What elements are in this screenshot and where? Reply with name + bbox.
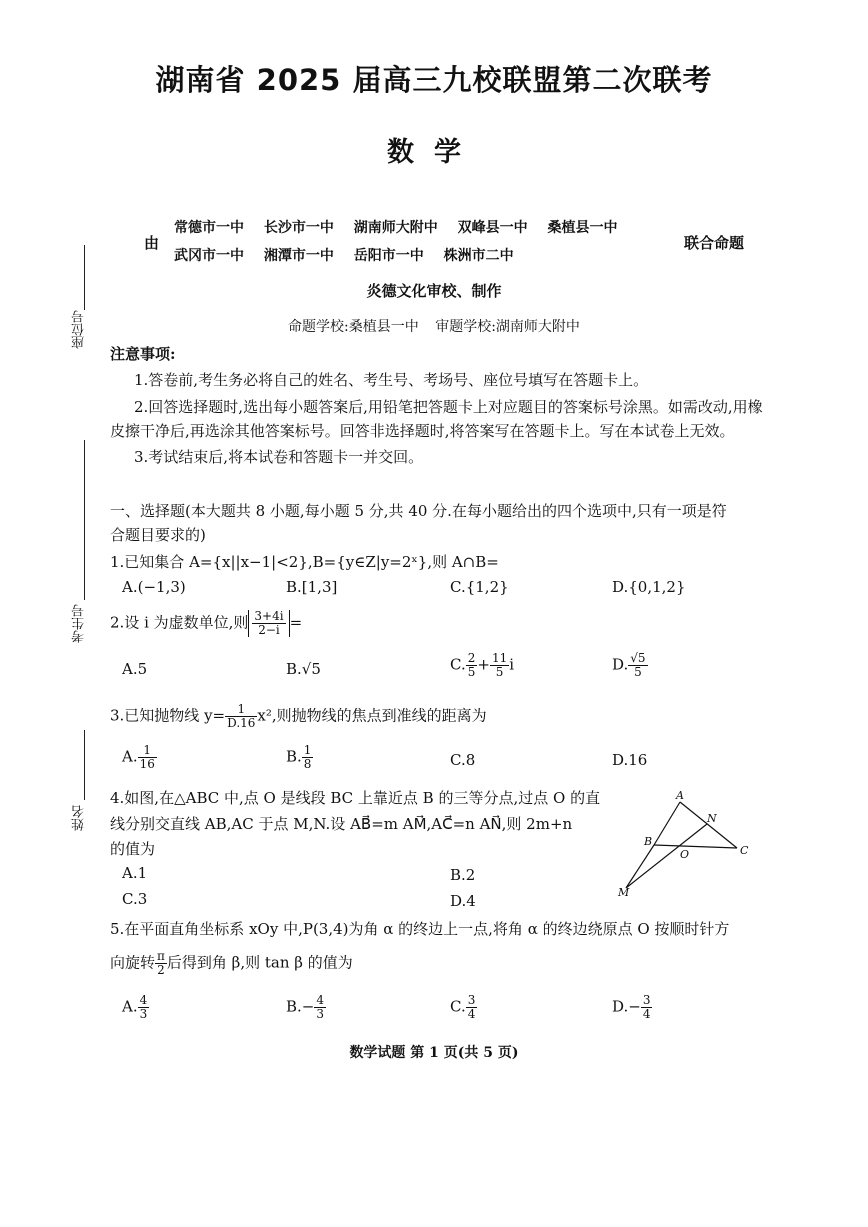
segment-bc: [654, 845, 737, 848]
school: 湘潭市一中: [263, 248, 334, 264]
q2-abs: [248, 610, 289, 637]
maker-label: 炎德文化审校、制作: [366, 282, 502, 300]
frac-den: 5: [495, 665, 504, 679]
notice-item-2: 2.回答选择题时,选出每小题答案后,用铅笔把答题卡上对应题目的答案标号涂黑。如需改动,用橡: [134, 398, 763, 416]
segment-ac: [680, 802, 737, 848]
q2-option-b: B.√5: [286, 660, 321, 678]
plus-sign: +: [477, 655, 490, 674]
school: 桑植县一中: [547, 220, 618, 236]
exam-no-label: 考生号: [72, 604, 87, 643]
reviewer-school: 审题学校:湖南师大附中: [435, 319, 580, 335]
school: 双峰县一中: [457, 220, 528, 236]
q3-option-d: D.16: [612, 751, 648, 769]
q4-option-c: C.3: [122, 890, 148, 908]
exam-title: 湖南省 2025 届高三九校联盟第二次联考: [155, 63, 713, 97]
q5-option-a: [122, 994, 149, 1021]
q3-a-label: A.: [122, 747, 138, 766]
name-label: 姓名: [72, 805, 87, 831]
school: 岳阳市一中: [353, 248, 424, 264]
q3-stem-text: 3.已知抛物线 y=: [110, 706, 226, 725]
binding-line: [84, 245, 85, 310]
frac-den: 4: [467, 1007, 476, 1021]
q5-option-c: [450, 994, 477, 1021]
joint-label: 联合命题: [684, 234, 745, 252]
q3-option-c: C.8: [450, 751, 476, 769]
q3-b-label: B.: [286, 747, 302, 766]
q2-denominator: 2−i: [258, 623, 280, 637]
label-a: A: [676, 790, 684, 802]
label-m: M: [618, 886, 630, 899]
frac-num: √5: [630, 651, 646, 665]
label-c: C: [740, 844, 749, 857]
q3-stem: [110, 703, 487, 730]
proposer-line: [0, 316, 868, 336]
frac-den: 3: [139, 1007, 148, 1021]
frac-num: 2: [467, 651, 476, 665]
schools-row-1: [174, 217, 633, 237]
q2-numerator: 3+4i: [254, 609, 284, 623]
q1-option-b: B.[1,3]: [286, 578, 338, 596]
q3-stem-text-2: x²,则抛物线的焦点到准线的距离为: [257, 706, 487, 725]
q2-c-label: C.: [450, 655, 466, 674]
frac-num: 1: [225, 703, 257, 717]
q4-stem-end: 的值为: [110, 840, 156, 858]
q2-equals: =: [289, 613, 303, 632]
q5-stem-cont: [110, 950, 353, 977]
by-label: 由: [144, 234, 160, 252]
frac-den: 3: [316, 1007, 324, 1021]
section-heading: 一、选择题(本大题共 8 小题,每小题 5 分,共 40 分.在每小题给出的四个选项中,只有一项是符: [110, 502, 727, 520]
subject-title: 数学: [387, 137, 481, 168]
school: 常德市一中: [174, 220, 244, 236]
q3-option-a: [122, 744, 157, 771]
q1-option-d: D.{0,1,2}: [612, 578, 686, 596]
school: 长沙市一中: [263, 220, 334, 236]
notice-item-2-cont: 皮擦干净后,再选涂其他答案标号。回答非选择题时,将答案写在答题卡上。写在本试卷上无效。: [110, 422, 735, 440]
frac-num: 3: [467, 993, 476, 1007]
frac-den: 16: [139, 757, 155, 771]
binding-line: [84, 440, 85, 600]
section-heading-cont: 合题目要求的): [110, 526, 206, 544]
q2-stem: [110, 610, 302, 637]
notice-item-1: 1.答卷前,考生务必将自己的姓名、考生号、考场号、座位号填写在答题卡上。: [134, 371, 649, 389]
binding-line: [84, 730, 85, 800]
schools-row-2: [174, 245, 529, 265]
frac-num: 4: [139, 993, 148, 1007]
frac-num: π: [157, 949, 165, 963]
q4-option-b: B.2: [450, 866, 476, 884]
label-o: O: [680, 848, 690, 861]
extension-ab: [626, 845, 654, 888]
school: 湖南师大附中: [353, 220, 438, 236]
frac-num: 3: [642, 993, 651, 1007]
q1-stem: 1.已知集合 A={x||x−1|<2},B={y∈Z|y=2ˣ},则 A∩B=: [110, 553, 499, 571]
notice-title: 注意事项:: [110, 345, 176, 363]
label-b: B: [644, 835, 653, 848]
frac-den: 4: [642, 1007, 651, 1021]
label-n: N: [707, 812, 717, 825]
segment-ab: [654, 802, 680, 845]
q5-d-label: D.−: [612, 997, 641, 1016]
q2-stem-text: 2.设 i 为虚数单位,则: [110, 613, 249, 632]
q4-option-a: A.1: [122, 864, 148, 882]
page-footer: 数学试题 第 1 页(共 5 页): [349, 1045, 519, 1061]
q4-stem: 4.如图,在△ABC 中,点 O 是线段 BC 上靠近点 B 的三等分点,过点 O 的直: [110, 789, 601, 807]
q3-option-b: [286, 744, 313, 771]
triangle-figure: [612, 790, 762, 900]
frac-num: 1: [138, 744, 157, 758]
q5-option-b: [286, 994, 326, 1021]
q5-option-d: [612, 994, 652, 1021]
imag-unit: i: [509, 655, 515, 674]
line-mn: [626, 824, 707, 888]
frac-den: 5: [467, 665, 476, 679]
q5-b-label: B.−: [286, 997, 315, 1016]
q5-stem: 5.在平面直角坐标系 xOy 中,P(3,4)为角 α 的终边上一点,将角 α 的终边绕原点 O 按顺时针方: [110, 920, 730, 938]
q5-c-label: C.: [450, 997, 466, 1016]
q2-option-c: [450, 652, 514, 679]
school: 株洲市二中: [443, 248, 514, 264]
frac-num: 11: [491, 651, 508, 665]
q5-a-label: A.: [122, 997, 138, 1016]
notice-item-3: 3.考试结束后,将本试卷和答题卡一并交回。: [134, 448, 424, 466]
q2-option-d: [612, 652, 648, 679]
school: 武冈市一中: [174, 248, 244, 264]
frac-den: 5: [634, 665, 642, 679]
frac-num: 1: [303, 743, 312, 757]
q4-option-d: D.4: [450, 892, 476, 910]
q5-stem-text: 向旋转: [110, 953, 156, 972]
seat-label: 座位号: [72, 310, 87, 349]
frac-den: 2: [157, 963, 165, 977]
q1-option-c: C.{1,2}: [450, 578, 509, 596]
q2-d-label: D.: [612, 655, 629, 674]
frac-den: 8: [303, 757, 312, 771]
q1-option-a: A.(−1,3): [122, 578, 186, 596]
frac-num: 4: [316, 993, 324, 1007]
frac-den: D.16: [227, 716, 256, 730]
proposer-school: 命题学校:桑植县一中: [288, 319, 419, 335]
q2-option-a: A.5: [122, 660, 148, 678]
q4-stem-cont: 线分别交直线 AB,AC 于点 M,N.设 AB⃗=m AM⃗,AC⃗=n AN⃗,则 2m+n: [110, 815, 573, 833]
q5-stem-text-2: 后得到角 β,则 tan β 的值为: [166, 953, 353, 972]
